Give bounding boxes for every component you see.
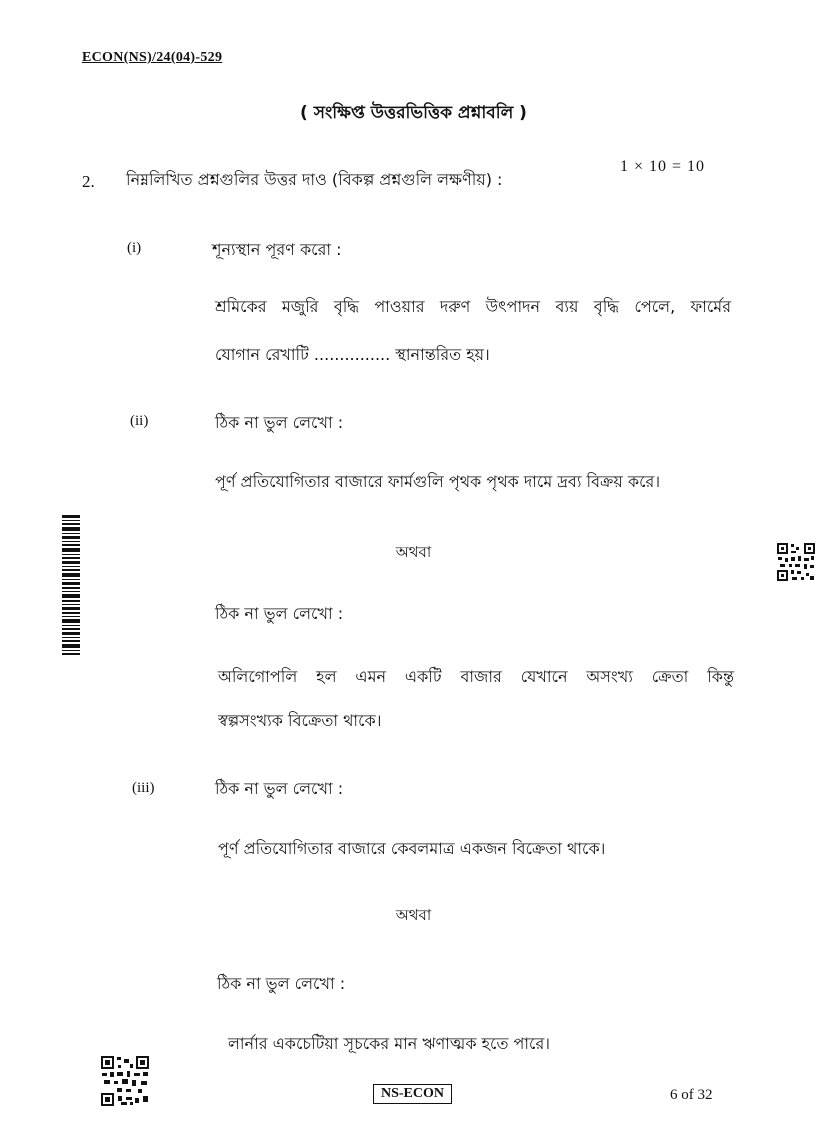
item-ii-alt-line1: অলিগোপলি হল এমন একটি বাজার যেখানে অসংখ্য ক্রেতা কিন্তু — [218, 667, 734, 686]
item-label-i: (i) — [127, 240, 142, 256]
item-i-line1: শ্রমিকের মজুরি বৃদ্ধি পাওয়ার দরুণ উৎপাদন ব্যয় বৃদ্ধি পেলে, ফার্মের — [215, 297, 731, 316]
or-label-ii: অথবা — [395, 543, 432, 561]
question-number: 2. — [82, 172, 95, 191]
barcode-icon — [62, 515, 80, 655]
item-ii-statement: পূর্ণ প্রতিযোগিতার বাজারে ফার্মগুলি পৃথক পৃথক দামে দ্রব্য বিক্রয় করে। — [215, 472, 661, 491]
section-title: ( সংক্ষিপ্ত উত্তরভিত্তিক প্রশ্নাবলি ) — [300, 103, 527, 123]
qr-code-icon — [101, 1056, 149, 1106]
item-iii-alt-statement: লার্নার একচেটিয়া সূচকের মান ঋণাত্মক হতে পারে। — [228, 1034, 551, 1053]
question-text: নিম্নলিখিত প্রশ্নগুলির উত্তর দাও (বিকল্প প্রশ্নগুলি লক্ষণীয়) : — [126, 170, 503, 189]
item-ii-instruction: ঠিক না ভুল লেখো : — [215, 413, 344, 432]
item-iii-alt-instruction: ঠিক না ভুল লেখো : — [217, 974, 346, 993]
footer-code: NS-ECON — [373, 1084, 452, 1104]
item-label-iii: (iii) — [132, 780, 155, 796]
question-marks: 1 × 10 = 10 — [620, 158, 706, 175]
item-iii-statement: পূর্ণ প্রতিযোগিতার বাজারে কেবলমাত্র একজন বিক্রেতা থাকে। — [218, 839, 606, 858]
item-iii-instruction: ঠিক না ভুল লেখো : — [215, 779, 344, 798]
page-number: 6 of 32 — [670, 1087, 713, 1103]
item-i-instruction: শূন্যস্থান পূরণ করো : — [212, 240, 342, 259]
item-ii-alt-instruction: ঠিক না ভুল লেখো : — [215, 604, 344, 623]
or-label-iii: অথবা — [395, 906, 432, 924]
qr-code-icon — [777, 543, 815, 581]
item-i-line2: যোগান রেখাটি ............... স্থানান্তরিত হয়। — [215, 345, 490, 364]
item-label-ii: (ii) — [130, 413, 149, 429]
paper-code: ECON(NS)/24(04)-529 — [82, 50, 223, 65]
item-ii-alt-line2: স্বল্পসংখ্যক বিক্রেতা থাকে। — [218, 711, 382, 730]
